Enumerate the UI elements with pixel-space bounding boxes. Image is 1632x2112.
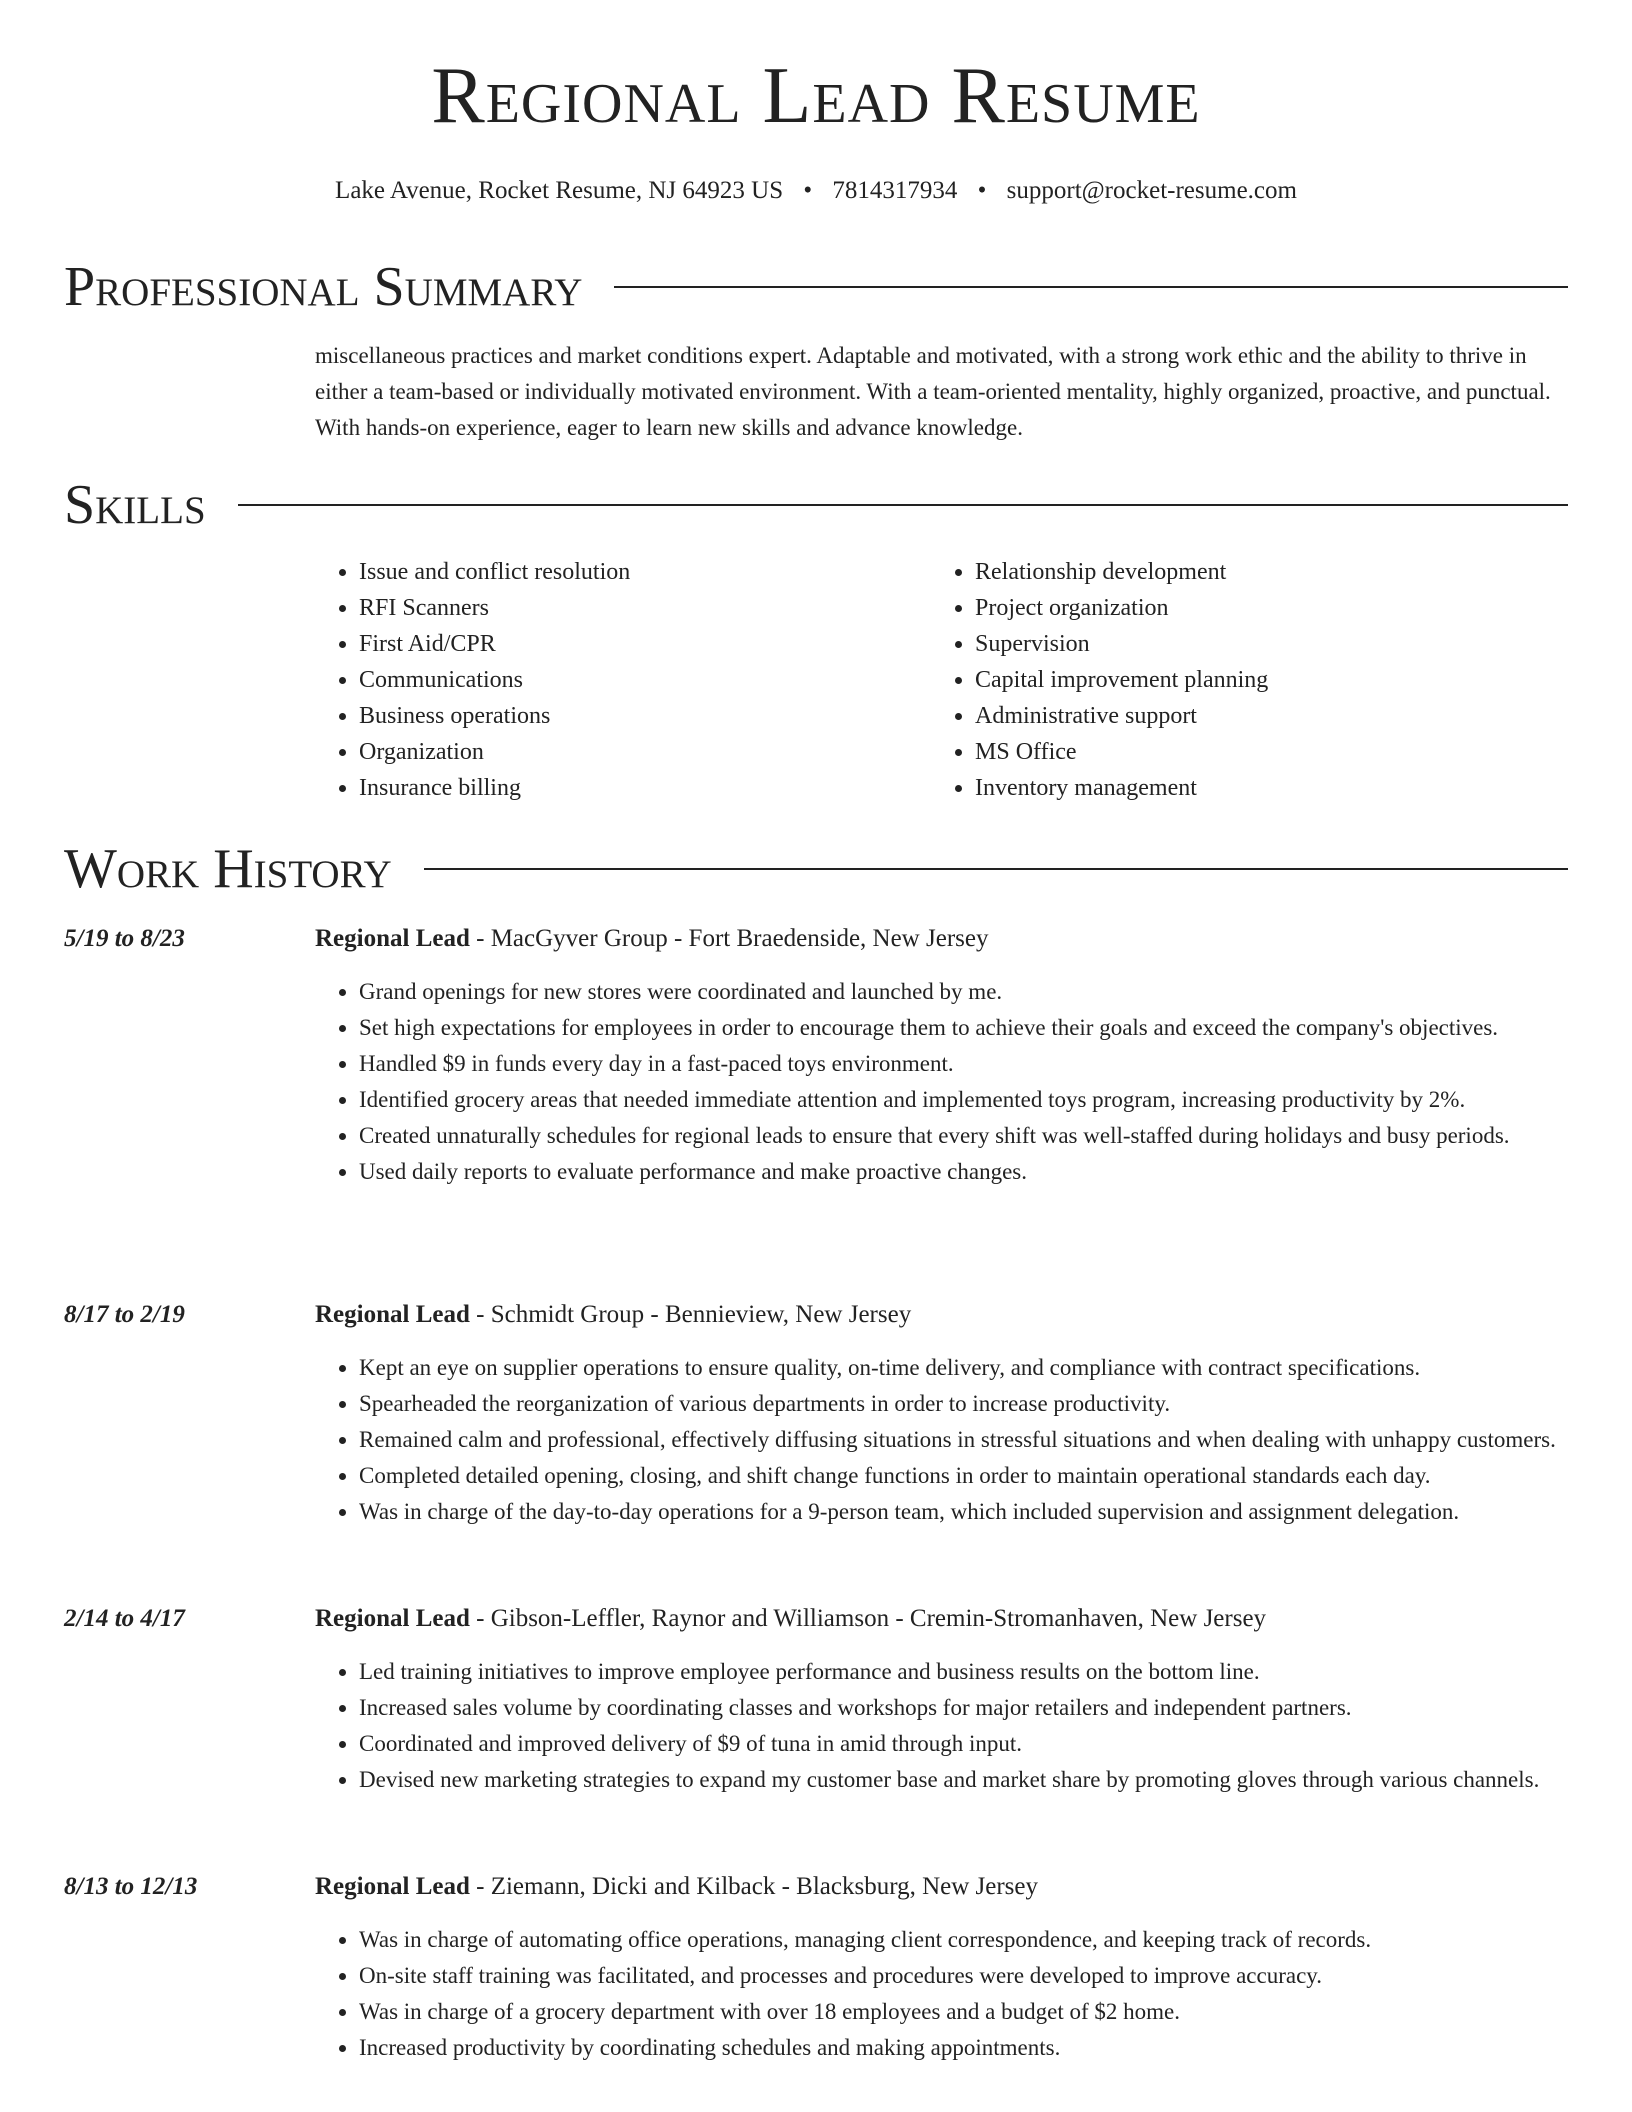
skills-list-left <box>315 554 919 806</box>
skill-item: • First Aid/CPR <box>359 626 919 662</box>
address: Lake Avenue, Rocket Resume, NJ 64923 US <box>335 177 784 204</box>
job-dates: 8/17 to 2/19 <box>64 1301 185 1328</box>
job-bullets <box>315 1654 1632 1798</box>
job-header <box>315 1604 1266 1634</box>
job-bullet: • Led training initiatives to improve employee performance and business results on the bottom line. <box>359 1654 1632 1690</box>
section-title: Work History <box>64 838 392 900</box>
section-title: Professional Summary <box>64 256 583 318</box>
section-heading-summary <box>64 252 1568 322</box>
separator: • <box>977 177 987 204</box>
job-title: Regional Lead <box>315 1873 470 1900</box>
skill-item: • Project organization <box>975 590 1575 626</box>
skill-item: • RFI Scanners <box>359 590 919 626</box>
skill-item: • Organization <box>359 734 919 770</box>
job-employer: - MacGyver Group - Fort Braedenside, New Jersey <box>469 925 989 952</box>
job-dates: 2/14 to 4/17 <box>64 1605 185 1632</box>
summary-text: miscellaneous practices and market conditions expert. Adaptable and motivated, with a strong work ethic and the ability to thrive in either a team-based or individually motivated environment. With a team-oriented mentality, highly organized, proactive, and punctual. With hands-on experience, eager to learn new skills and advance knowledge. <box>315 343 1551 440</box>
skill-item: • Inventory management <box>975 770 1575 806</box>
section-title: Skills <box>64 474 206 536</box>
job-bullet: • Was in charge of automating office operations, managing client correspondence, and keeping track of records. <box>359 1922 1632 1958</box>
job-title: Regional Lead <box>315 925 470 952</box>
job-bullet: • Was in charge of the day-to-day operations for a 9-person team, which included supervision and assignment delegation. <box>359 1494 1632 1530</box>
job-title: Regional Lead <box>315 1605 470 1632</box>
job-bullet: • Remained calm and professional, effectively diffusing situations in stressful situations and when dealing with unhappy customers. <box>359 1422 1632 1458</box>
skill-item: • Capital improvement planning <box>975 662 1575 698</box>
section-rule <box>614 286 1568 288</box>
section-rule <box>424 868 1568 870</box>
job-header <box>315 924 988 954</box>
job-employer: - Ziemann, Dicki and Kilback - Blacksburg, New Jersey <box>469 1873 1039 1900</box>
section-rule <box>238 504 1568 506</box>
job-bullet: • Grand openings for new stores were coordinated and launched by me. <box>359 974 1632 1010</box>
job-bullet: • Devised new marketing strategies to expand my customer base and market share by promoting gloves through various channels. <box>359 1762 1632 1798</box>
job-header <box>315 1300 911 1330</box>
job-bullet: • Kept an eye on supplier operations to ensure quality, on-time delivery, and compliance with contract specifications. <box>359 1350 1632 1386</box>
job-employer: - Schmidt Group - Bennieview, New Jersey <box>469 1301 912 1328</box>
job-bullets <box>315 1350 1632 1530</box>
skill-item: • Business operations <box>359 698 919 734</box>
job-bullet: • On-site staff training was facilitated, and processes and procedures were developed to improve accuracy. <box>359 1958 1632 1994</box>
job-title: Regional Lead <box>315 1301 470 1328</box>
job-bullets <box>315 1922 1632 2066</box>
job-bullet: • Identified grocery areas that needed immediate attention and implemented toys program, increasing productivity by 2%. <box>359 1082 1632 1118</box>
job-bullet: • Coordinated and improved delivery of $9 of tuna in amid through input. <box>359 1726 1632 1762</box>
skill-item: • Administrative support <box>975 698 1575 734</box>
job-bullet: • Increased sales volume by coordinating classes and workshops for major retailers and independent partners. <box>359 1690 1632 1726</box>
skill-item: • Issue and conflict resolution <box>359 554 919 590</box>
job-bullet: • Increased productivity by coordinating schedules and making appointments. <box>359 2030 1632 2066</box>
job-bullet: • Was in charge of a grocery department with over 18 employees and a budget of $2 home. <box>359 1994 1632 2030</box>
skill-item: • Supervision <box>975 626 1575 662</box>
job-bullet: • Handled $9 in funds every day in a fast-paced toys environment. <box>359 1046 1632 1082</box>
email: support@rocket-resume.com <box>1006 177 1297 204</box>
section-heading-work-history <box>64 834 1568 904</box>
separator: • <box>803 177 813 204</box>
skill-item: • Relationship development <box>975 554 1575 590</box>
job-dates: 8/13 to 12/13 <box>64 1873 198 1900</box>
job-bullets <box>315 974 1632 1190</box>
page-title: Regional Lead Resume <box>431 52 1201 140</box>
job-bullet: • Spearheaded the reorganization of various departments in order to increase productivity. <box>359 1386 1632 1422</box>
skill-item: • MS Office <box>975 734 1575 770</box>
job-bullet: • Completed detailed opening, closing, and shift change functions in order to maintain operational standards each day. <box>359 1458 1632 1494</box>
section-heading-skills <box>64 470 1568 540</box>
job-header <box>315 1872 1038 1902</box>
job-employer: - Gibson-Leffler, Raynor and Williamson - Cremin-Stromanhaven, New Jersey <box>469 1605 1267 1632</box>
skills-list-right <box>931 554 1575 806</box>
contact-line <box>0 176 1632 206</box>
skill-item: • Insurance billing <box>359 770 919 806</box>
skill-item: • Communications <box>359 662 919 698</box>
phone: 7814317934 <box>832 177 958 204</box>
job-bullet: • Used daily reports to evaluate performance and make proactive changes. <box>359 1154 1632 1190</box>
job-bullet: • Set high expectations for employees in order to encourage them to achieve their goals and exceed the company's objectives. <box>359 1010 1632 1046</box>
job-bullet: • Created unnaturally schedules for regional leads to ensure that every shift was well-staffed during holidays and busy periods. <box>359 1118 1632 1154</box>
job-dates: 5/19 to 8/23 <box>64 925 185 952</box>
